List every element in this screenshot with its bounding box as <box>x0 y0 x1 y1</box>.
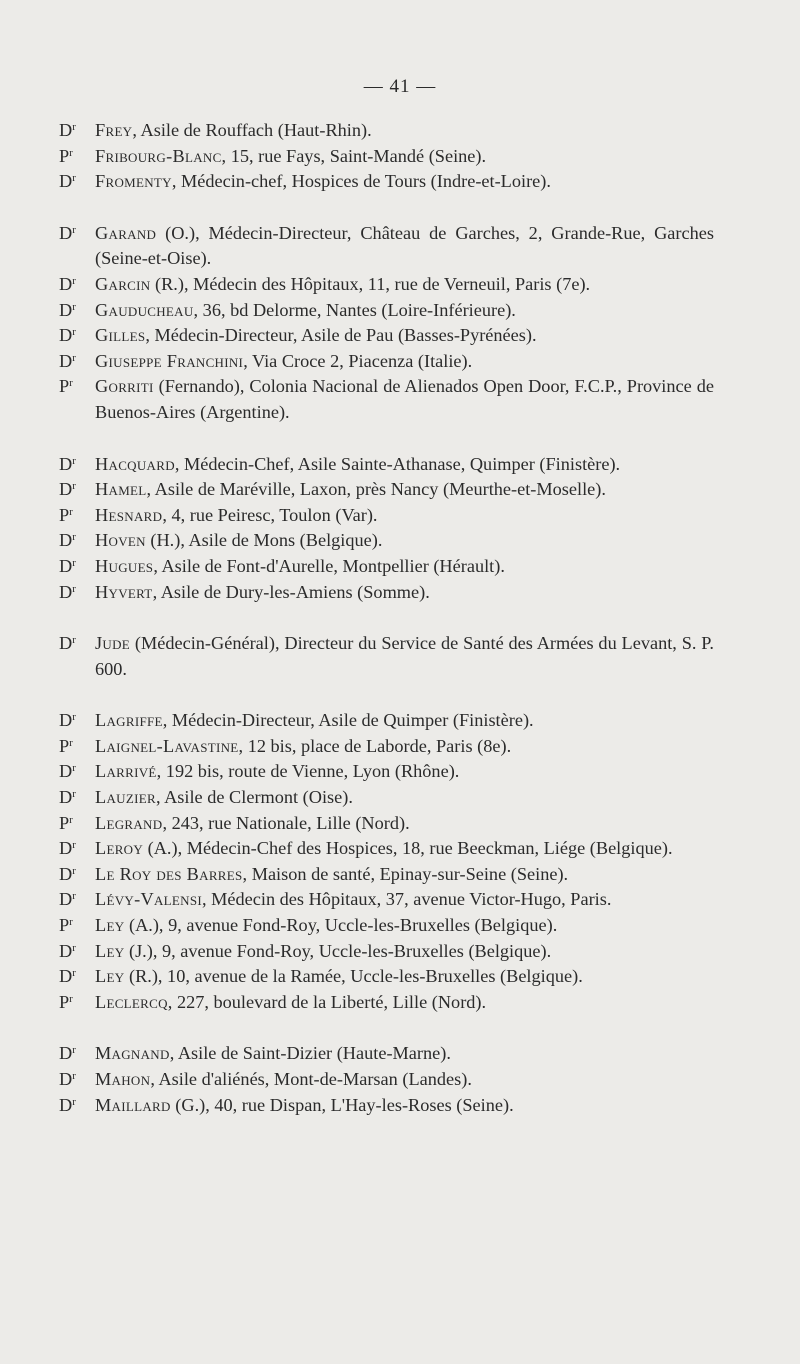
list-item <box>0 580 800 606</box>
title-letter: P <box>59 376 70 397</box>
title-letter: D <box>59 761 73 782</box>
member-name: Maillard <box>95 1094 171 1115</box>
title-superscript: r <box>69 146 73 159</box>
honorific-title <box>59 631 76 657</box>
title-letter: D <box>59 838 73 859</box>
title-letter: D <box>59 299 73 320</box>
title-superscript: r <box>72 1044 76 1057</box>
title-superscript: r <box>72 223 76 236</box>
title-superscript: r <box>72 172 76 185</box>
member-name: Garcin <box>95 273 151 294</box>
honorific-title <box>59 554 76 580</box>
member-details: , 243, rue Nationale, Lille (Nord). <box>162 812 410 833</box>
title-superscript: r <box>72 788 76 801</box>
member-details: (A.), Médecin-Chef des Hospices, 18, rue Beeckman, Liége (Belgique). <box>143 838 673 859</box>
title-superscript: r <box>72 967 76 980</box>
title-superscript: r <box>72 634 76 647</box>
entry-body <box>95 1067 714 1093</box>
member-name: Larrivé <box>95 761 157 782</box>
title-letter: D <box>59 120 73 140</box>
entry-body <box>95 144 714 170</box>
honorific-title <box>59 349 76 375</box>
list-item <box>0 272 800 298</box>
title-letter: D <box>59 787 73 808</box>
title-letter: D <box>59 633 73 654</box>
list-item <box>0 1093 800 1119</box>
title-superscript: r <box>72 839 76 852</box>
honorific-title <box>59 323 76 349</box>
member-details: , Via Croce 2, Piacenza (Italie). <box>243 350 473 371</box>
member-details: (O.), Médecin-Directeur, Château de Garches, 2, Grande-Rue, Garches (Seine-et-Oise). <box>95 222 714 269</box>
title-superscript: r <box>72 480 76 493</box>
list-item <box>0 862 800 888</box>
list-item <box>0 1067 800 1093</box>
entry-body <box>95 811 714 837</box>
member-details: , 192 bis, route de Vienne, Lyon (Rhône). <box>156 761 460 782</box>
member-name: Hacquard <box>95 453 175 474</box>
honorific-title <box>59 734 73 760</box>
title-superscript: r <box>69 992 73 1005</box>
entry-body <box>95 452 714 478</box>
member-details: (R.), 10, avenue de la Ramée, Uccle-les-Bruxelles (Belgique). <box>124 966 583 987</box>
entry-body <box>95 169 714 195</box>
honorific-title <box>59 990 73 1016</box>
list-item <box>0 734 800 760</box>
member-name: Gorriti <box>95 376 154 397</box>
member-name: Magnand <box>95 1043 170 1064</box>
member-details: , Médecin-Directeur, Asile de Quimper (Finistère). <box>162 710 534 731</box>
entry-body <box>95 631 714 682</box>
honorific-title <box>59 964 76 990</box>
member-details: (A.), 9, avenue Fond-Roy, Uccle-les-Bruxelles (Belgique). <box>124 915 558 936</box>
member-details: (Médecin-Général), Directeur du Service de Santé des Armées du Levant, S. P. 600. <box>95 633 714 679</box>
honorific-title <box>59 221 76 247</box>
member-name: Lagriffe <box>95 710 163 731</box>
member-details: , 36, bd Delorme, Nantes (Loire-Inférieure). <box>193 299 516 320</box>
entry-body <box>95 580 714 606</box>
list-item <box>0 631 800 682</box>
title-superscript: r <box>72 711 76 724</box>
member-name: Garand <box>95 222 157 243</box>
list-item <box>0 990 800 1016</box>
title-letter: P <box>59 504 70 525</box>
member-details: , Asile de Rouffach (Haut-Rhin). <box>132 120 372 140</box>
member-details: , Asile de Saint-Dizier (Haute-Marne). <box>169 1043 451 1064</box>
member-name: Jude <box>95 633 131 654</box>
entry-body <box>95 1041 714 1067</box>
entry-body <box>95 734 714 760</box>
entry-body <box>95 708 714 734</box>
entry-group <box>0 118 800 195</box>
entry-body <box>95 528 714 554</box>
member-details: , 15, rue Fays, Saint-Mandé (Seine). <box>221 145 487 166</box>
title-superscript: r <box>72 1095 76 1108</box>
title-superscript: r <box>72 762 76 775</box>
honorific-title <box>59 939 76 965</box>
list-item <box>0 528 800 554</box>
list-item <box>0 759 800 785</box>
member-name: Mahon <box>95 1069 151 1089</box>
title-letter: D <box>59 325 73 346</box>
title-letter: D <box>59 1069 73 1089</box>
entry-group <box>0 631 800 682</box>
entry-body <box>95 503 714 529</box>
member-details: , Asile de Dury-les-Amiens (Somme). <box>152 581 430 602</box>
honorific-title <box>59 144 73 170</box>
list-item <box>0 887 800 913</box>
member-name: Hyvert <box>95 581 153 602</box>
entry-body <box>95 785 714 811</box>
member-details: , Médecin-chef, Hospices de Tours (Indre-et-Loire). <box>171 171 551 192</box>
title-superscript: r <box>72 326 76 339</box>
entry-body <box>95 323 714 349</box>
entry-group <box>0 1041 800 1118</box>
member-details: (H.), Asile de Mons (Belgique). <box>145 530 383 551</box>
list-item <box>0 349 800 375</box>
entry-body <box>95 221 714 272</box>
title-letter: D <box>59 581 73 602</box>
list-item <box>0 452 800 478</box>
member-details: , Médecin des Hôpitaux, 37, avenue Victor-Hugo, Paris. <box>202 889 612 910</box>
entry-body <box>95 272 714 298</box>
title-superscript: r <box>72 582 76 595</box>
title-letter: D <box>59 1094 73 1115</box>
list-item <box>0 118 800 144</box>
title-letter: D <box>59 530 73 551</box>
member-name: Hoven <box>95 530 146 551</box>
honorific-title <box>59 1093 76 1119</box>
honorific-title <box>59 272 76 298</box>
entry-group <box>0 221 800 426</box>
honorific-title <box>59 169 76 195</box>
list-item <box>0 1041 800 1067</box>
entry-body <box>95 554 714 580</box>
list-item <box>0 939 800 965</box>
entry-body <box>95 1093 714 1119</box>
honorific-title <box>59 887 76 913</box>
member-name: Hugues <box>95 555 154 576</box>
page-number: — 41 — <box>363 76 437 97</box>
entry-body <box>95 477 714 503</box>
member-name: Leclercq <box>95 991 168 1012</box>
title-superscript: r <box>72 890 76 903</box>
honorific-title <box>59 452 76 478</box>
entry-group <box>0 452 800 606</box>
member-name: Lévy-Valensi <box>95 889 202 910</box>
member-name: Lauzier <box>95 787 156 808</box>
list-item <box>0 221 800 272</box>
entry-body <box>95 887 714 913</box>
list-item <box>0 298 800 324</box>
member-details: (Fernando), Colonia Nacional de Alienados Open Door, F.C.P., Province de Buenos-Aires (Argentine). <box>95 376 714 422</box>
title-superscript: r <box>72 300 76 313</box>
member-details: (J.), 9, avenue Fond-Roy, Uccle-les-Bruxelles (Belgique). <box>124 940 552 961</box>
list-item <box>0 708 800 734</box>
member-name: Gauducheau <box>95 299 194 320</box>
honorific-title <box>59 759 76 785</box>
honorific-title <box>59 1041 76 1067</box>
honorific-title <box>59 708 76 734</box>
honorific-title <box>59 298 76 324</box>
entry-body <box>95 836 714 862</box>
title-superscript: r <box>72 274 76 287</box>
honorific-title <box>59 503 73 529</box>
title-superscript: r <box>72 941 76 954</box>
member-details: , 227, boulevard de la Liberté, Lille (Nord). <box>167 991 487 1012</box>
entry-body <box>95 759 714 785</box>
honorific-title <box>59 836 76 862</box>
list-item <box>0 554 800 580</box>
title-superscript: r <box>72 1070 76 1082</box>
title-letter: D <box>59 863 73 884</box>
entry-group <box>0 708 800 1015</box>
member-name: Giuseppe Franchini <box>95 350 244 371</box>
member-name: Ley <box>95 915 125 936</box>
title-letter: D <box>59 453 73 474</box>
member-name: Laignel-Lavastine <box>95 735 239 756</box>
title-letter: D <box>59 940 73 961</box>
title-letter: P <box>59 991 70 1012</box>
entry-body <box>95 964 714 990</box>
honorific-title <box>59 528 76 554</box>
title-letter: D <box>59 479 73 500</box>
title-superscript: r <box>69 813 73 826</box>
title-letter: P <box>59 735 70 756</box>
entry-body <box>95 374 714 425</box>
honorific-title <box>59 862 76 888</box>
honorific-title <box>59 1067 76 1093</box>
member-details: , 4, rue Peiresc, Toulon (Var). <box>162 504 378 525</box>
member-name: Legrand <box>95 812 163 833</box>
member-name: Ley <box>95 940 125 961</box>
title-letter: D <box>59 710 73 731</box>
member-details: (G.), 40, rue Dispan, L'Hay-les-Roses (Seine). <box>170 1094 514 1115</box>
list-item <box>0 374 800 425</box>
member-details: , Asile d'aliénés, Mont-de-Marsan (Landes). <box>150 1069 472 1089</box>
list-item <box>0 913 800 939</box>
title-letter: D <box>59 966 73 987</box>
list-item <box>0 477 800 503</box>
title-letter: D <box>59 171 73 192</box>
title-letter: P <box>59 915 70 936</box>
title-superscript: r <box>69 505 73 518</box>
member-details: , Asile de Clermont (Oise). <box>155 787 353 808</box>
title-letter: D <box>59 273 73 294</box>
honorific-title <box>59 374 73 400</box>
list-item <box>0 503 800 529</box>
title-superscript: r <box>72 531 76 544</box>
entry-body <box>95 939 714 965</box>
title-superscript: r <box>69 916 73 929</box>
list-item <box>0 964 800 990</box>
title-letter: D <box>59 1043 73 1064</box>
member-details: , Médecin-Directeur, Asile de Pau (Basses-Pyrénées). <box>145 325 537 346</box>
title-letter: D <box>59 222 73 243</box>
honorific-title <box>59 118 76 144</box>
title-superscript: r <box>69 736 73 749</box>
member-name: Ley <box>95 966 125 987</box>
list-item <box>0 323 800 349</box>
list-item <box>0 144 800 170</box>
title-superscript: r <box>72 864 76 877</box>
entry-body <box>95 349 714 375</box>
member-details: , Maison de santé, Epinay-sur-Seine (Seine). <box>242 863 569 884</box>
member-details: , Asile de Font-d'Aurelle, Montpellier (Hérault). <box>153 555 505 576</box>
title-letter: D <box>59 889 73 910</box>
member-name: Leroy <box>95 838 144 859</box>
title-letter: D <box>59 555 73 576</box>
member-list <box>0 118 800 1144</box>
title-letter: D <box>59 350 73 371</box>
list-item <box>0 169 800 195</box>
honorific-title <box>59 811 73 837</box>
member-details: , Asile de Maréville, Laxon, près Nancy (Meurthe-et-Moselle). <box>146 479 606 500</box>
member-name: Frey <box>95 120 133 140</box>
member-details: (R.), Médecin des Hôpitaux, 11, rue de Verneuil, Paris (7e). <box>150 273 591 294</box>
entry-body <box>95 118 714 144</box>
member-details: , 12 bis, place de Laborde, Paris (8e). <box>238 735 512 756</box>
entry-body <box>95 298 714 324</box>
honorific-title <box>59 580 76 606</box>
member-name: Fromenty <box>95 171 172 192</box>
member-details: , Médecin-Chef, Asile Sainte-Athanase, Quimper (Finistère). <box>174 453 621 474</box>
honorific-title <box>59 785 76 811</box>
title-superscript: r <box>72 454 76 467</box>
title-letter: P <box>59 145 70 166</box>
member-name: Fribourg-Blanc <box>95 145 222 166</box>
honorific-title <box>59 913 73 939</box>
list-item <box>0 811 800 837</box>
list-item <box>0 836 800 862</box>
title-superscript: r <box>72 556 76 569</box>
member-name: Gilles <box>95 325 146 346</box>
entry-body <box>95 990 714 1016</box>
title-letter: P <box>59 812 70 833</box>
title-superscript: r <box>72 121 76 133</box>
member-name: Hamel <box>95 479 147 500</box>
honorific-title <box>59 477 76 503</box>
title-superscript: r <box>69 377 73 390</box>
entry-body <box>95 862 714 888</box>
entry-body <box>95 913 714 939</box>
member-name: Hesnard <box>95 504 163 525</box>
list-item <box>0 785 800 811</box>
member-name: Le Roy des Barres <box>95 863 243 884</box>
title-superscript: r <box>72 351 76 364</box>
